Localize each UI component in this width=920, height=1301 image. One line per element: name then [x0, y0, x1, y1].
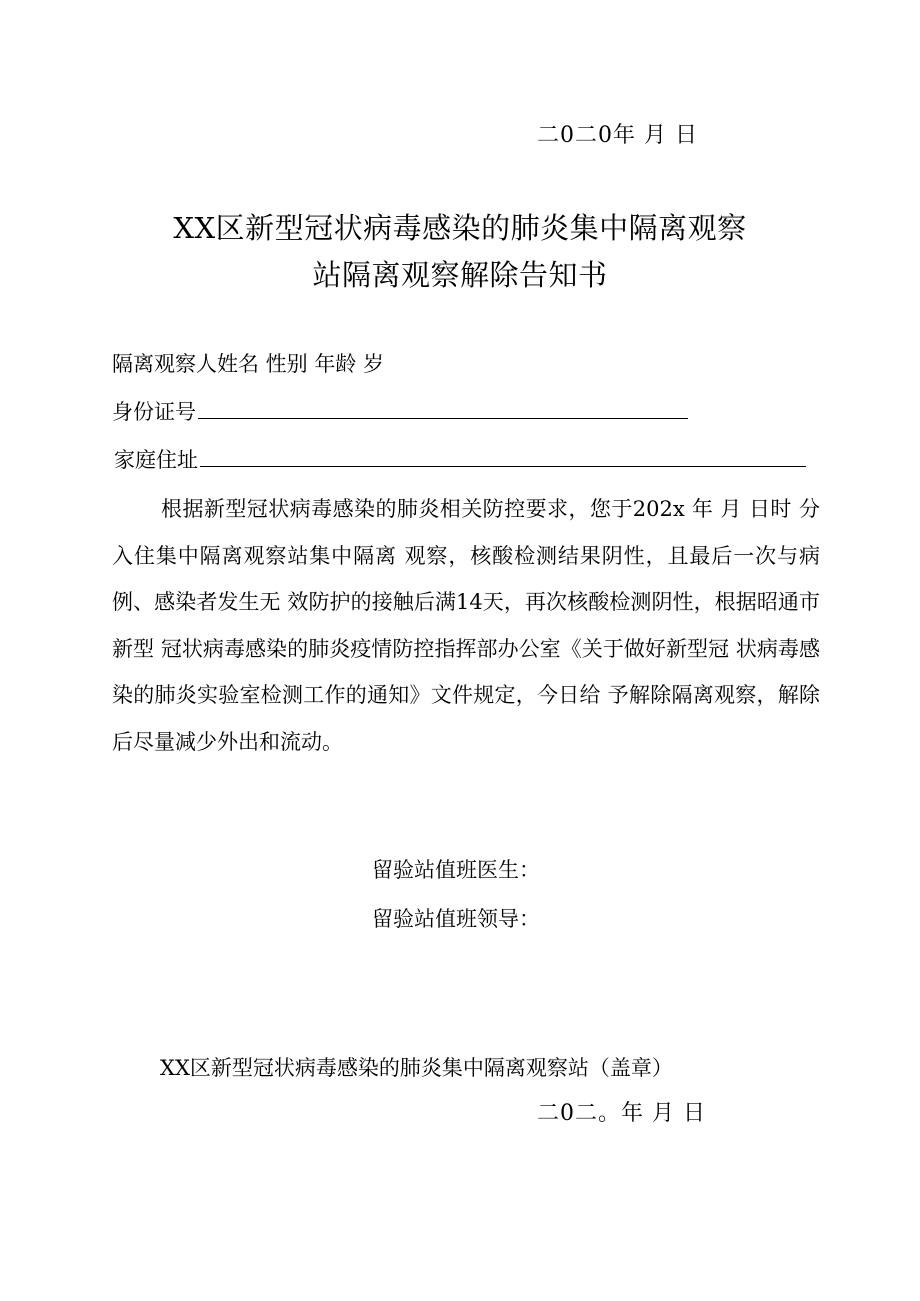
- id-number-field: [112, 396, 688, 426]
- home-address-label: 家庭住址: [114, 448, 198, 472]
- issuing-organization: XX区新型冠状病毒感染的肺炎集中隔离观察站（盖章）: [160, 1056, 673, 1080]
- id-number-blank: [198, 398, 688, 419]
- id-number-label: 身份证号: [112, 400, 196, 424]
- document-title-line-1: XX区新型冠状病毒感染的肺炎集中隔离观察: [173, 211, 747, 245]
- person-info-line: 隔离观察人姓名 性别 年龄 岁: [112, 352, 385, 376]
- duty-leader-signature-label: 留验站值班领导：: [372, 907, 540, 931]
- home-address-field: [114, 444, 806, 474]
- document-title-line-2: 站隔离观察解除告知书: [312, 258, 608, 292]
- header-date: 二0二0年 月 日: [537, 123, 698, 148]
- footer-date: 二0二。年 月 日: [537, 1101, 706, 1126]
- notice-body-paragraph: 根据新型冠状病毒感染的肺炎相关防控要求，您于202x 年 月 日时 分入住集中隔离观察站集中隔离 观察，核酸检测结果阴性，且最后一次与病例、感染者发生无 效防护的接触后满14天，再次核酸检测阴性，根据昭通市新型 冠状病毒感染的肺炎疫情防控指挥部办公室《关于做好新型冠 状病毒感染的肺炎实验室检测工作的通知》文件规定，今日给 予解除隔离观察，解除后尽量减少外出和流动。: [112, 497, 820, 754]
- home-address-blank: [200, 446, 806, 467]
- duty-doctor-signature-label: 留验站值班医生：: [372, 858, 540, 882]
